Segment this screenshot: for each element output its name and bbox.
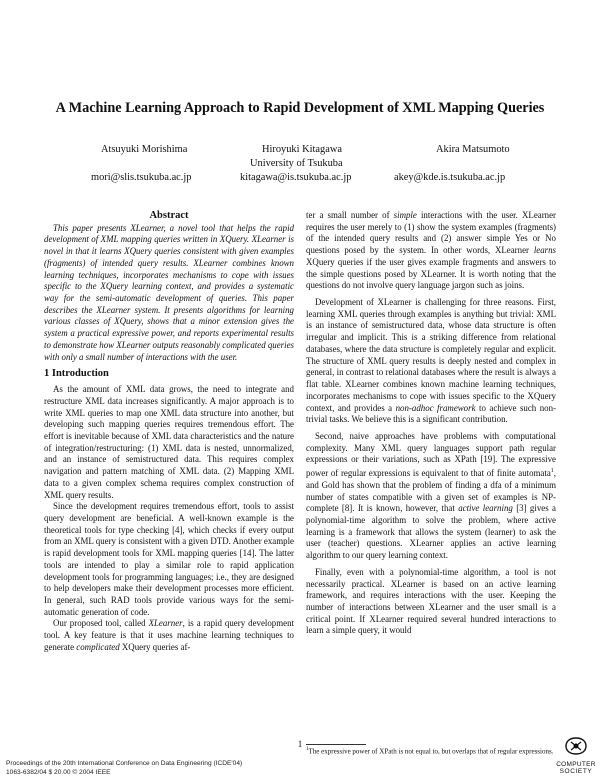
abstract-heading: Abstract [44,210,294,222]
abstract-text: This paper presents XLearner, a novel tool that helps the rapid development of XML mapping queries written in XQuery. XLearner is novel in that it learns XQuery queries consistent with given examples (fragments) of intended query results. XLearner combines known learning techniques, incorporates mechanisms to cope with issues specific to the XQuery learning context, and provides a systematic way for the semi-automatic development of queries. This paper describes the XLearner system. It presents algorithms for learning various classes of XQuery, shows that a minor extension gives the system a practical expressive power, and reports experimental results to demonstrate how XLearner outputs reasonably complicated queries with only a small number of interactions with the user. [44,223,294,364]
intro-paragraph-3-continued: ter a small number of simple interactions with the user. XLearner requires the user merely to (1) show the system examples (fragments) of the intended query results and (2) answer simple Yes or No questions posed by the system. In other words, XLearner learns XQuery queries if the user gives example fragments and answers to the simple questions posed by XLearner. It is worth noting that the questions do not involve query language jargon such as joins. [306,210,556,292]
author-3-email: akey@kde.is.tsukuba.ac.jp [394,171,505,184]
author-1-name: Atsuyuki Morishima [101,143,187,156]
section-heading: 1 Introduction [44,368,294,380]
intro-paragraph-1: As the amount of XML data grows, the need to integrate and restructure XML data increases significantly. A major approach is to write XML queries to map one XML data structure into another, but developing such mapping queries requires tremendous effort. The effort is inevitable because of XML data characteristics and the nature of integration/restructuring: (1) XML data is nested, unnormalized, and an instance of semistructured data. This requires complex navigation and pattern matching of XML data. (2) Mapping XML data to a given complex schema requires complex construction of XML query results. [44,384,294,501]
author-2-name: Hiroyuki Kitagawa [262,143,342,156]
intro-paragraph-6: Finally, even with a polynomial-time algorithm, a tool is not necessarily practical. XLearner is based on an active learning framework, and requires interactions with the user. Keeping the number of interactions between XLearner and the user small is a critical point. If XLearner required several hundred interactions to learn a simple query, it would [306,567,556,637]
author-3-name: Akira Matsumoto [436,143,510,156]
author-1-email: mori@slis.tsukuba.ac.jp [91,171,191,184]
footnote: $^1$The expressive power of XPath is not equal to, but overlaps that of regular expressions. [306,746,556,756]
footnote-ref: 1 [551,468,554,474]
right-column [306,210,556,637]
author-2-email: kitagawa@is.tsukuba.ac.jp [240,171,351,184]
intro-paragraph-2: Since the development requires tremendous effort, tools to assist query development are beneficial. A well-known example is the theoretical tools for type checking [4], which checks if every output from an XML query is consistent with a given DTD. Another example is rapid development tools for XML mapping queries [14]. The latter tools are intended to play a similar role to rapid application development tools for programming languages; i.e., they are designed to help developers make their development processes more efficient. In general, such RAD tools provide various ways for the semi-automatic generation of code. [44,501,294,618]
paper-title: A Machine Learning Approach to Rapid Development of XML Mapping Queries [0,100,600,117]
left-column [44,210,294,654]
affiliation: University of Tsukuba [250,157,343,170]
intro-paragraph-4: Development of XLearner is challenging for three reasons. First, learning XML queries through examples is anything but trivial: XML is an instance of semistructured data, whose data structure is often irregular and implicit. This is a striking difference from relational databases, where the data structure is completely regular and explicit. The structure of XML query results is deeply nested and complex in general, in contrast to relational databases where the result is always a flat table. XLearner combines known machine learning techniques, incorporates mechanisms to cope with issues specific to the XQuery context, and provides a non-adhoc framework to achieve such non-trivial tasks. We believe this is a significant contribution. [306,297,556,426]
footer-line-1: Proceedings of the 20th International Conference on Data Engineering (ICDE'04) [6,760,242,769]
logo-text-2: SOCIETY [555,768,597,775]
footer-line-2: 1063-6382/04 $ 20.00 © 2004 IEEE [6,769,242,777]
intro-paragraph-5: Second, naive approaches have problems with computational complexity. Many XML query languages support path regular expressions or their variations, such as XPath [19]. The expressive power of regular expressions is equivalent to that of finite automata$^1$, and Gold has shown that the problem of finding a dfa of a minimum number of states compatible with a given set of examples is NP-complete [8]. It is known, however, that active learning [3] gives a polynomial-time algorithm to solve the problem, where active learning is a framework that allows the system (learner) to ask the user (teacher) questions. XLearner applies an active learning algorithm to our query learning context. [306,431,556,562]
proceedings-footer [6,760,242,777]
intro-paragraph-3: Our proposed tool, called XLearner, is a rapid query development tool. A key feature is that it uses machine learning techniques to generate complicated XQuery queries af- [44,618,294,653]
logo-text-1: COMPUTER [555,761,597,768]
computer-society-logo [555,737,597,775]
ieee-computer-society-emblem-icon [565,737,587,755]
page-number: 1 [0,739,600,749]
